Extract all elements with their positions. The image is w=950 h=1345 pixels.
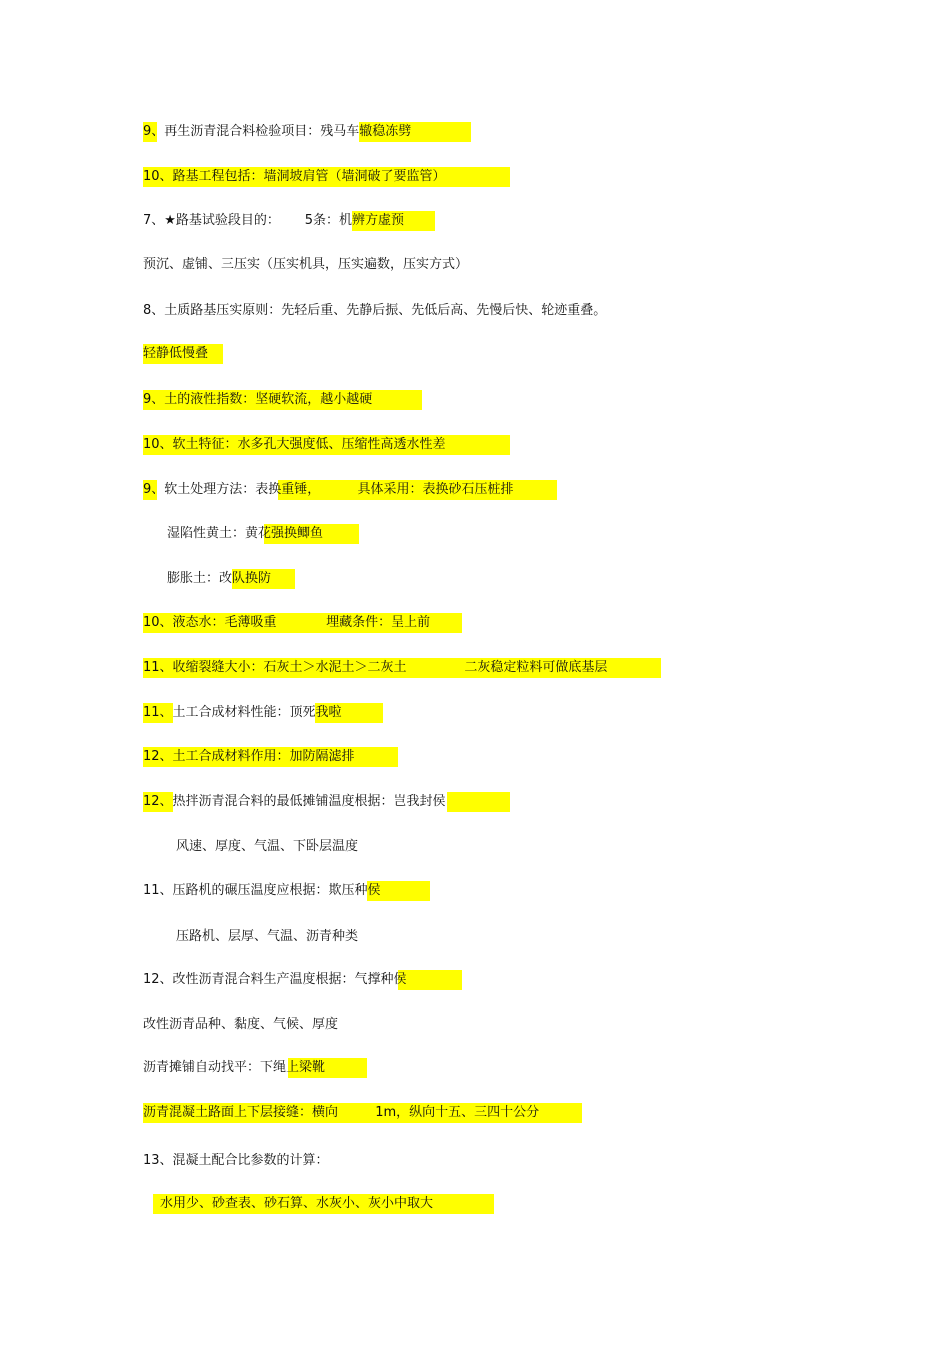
line-text: 10、液态水：毛薄吸重 埋藏条件：呈上前 (143, 615, 431, 630)
text-line (160, 1194, 433, 1214)
text-line (143, 613, 430, 633)
text-line (143, 1151, 329, 1171)
text-line (143, 344, 208, 364)
line-text: 11、压路机的碾压温度应根据：欺压种侯 (143, 883, 381, 898)
text-line (143, 970, 407, 990)
text-line (176, 837, 358, 857)
line-text: 沥青混凝土路面上下层接缝：横向 1m，纵向十五、三四十公分 (143, 1105, 540, 1120)
line-text: 12、改性沥青混合料生产温度根据：气撑种侯 (143, 972, 407, 987)
text-line (143, 1015, 338, 1035)
text-line (167, 524, 323, 544)
line-text: 12、土工合成材料作用：加防隔滤排 (143, 749, 355, 764)
text-line (143, 1058, 325, 1078)
text-line (143, 658, 607, 678)
text-line (167, 569, 271, 589)
line-text: 轻静低慢叠 (143, 346, 209, 361)
line-text: 改性沥青品种、黏度、气候、厚度 (143, 1017, 339, 1032)
text-line (143, 301, 606, 321)
line-text: 膨胀土：改队换防 (167, 571, 272, 586)
text-line (143, 747, 355, 767)
line-text: 湿陷性黄土：黄花强换鲫鱼 (167, 526, 324, 541)
line-text: 9、再生沥青混合料检验项目：残马车辙稳冻劈 (143, 124, 412, 139)
text-line (143, 390, 372, 410)
line-text: 7、★路基试验段目的： 5条：机辨方虚预 (143, 213, 404, 228)
text-line (143, 703, 342, 723)
text-line (176, 927, 358, 947)
text-line (143, 122, 411, 142)
line-text: 11、土工合成材料性能：顶死我啦 (143, 705, 342, 720)
line-text: 13、混凝土配合比参数的计算： (143, 1153, 329, 1168)
line-text: 压路机、层厚、气温、沥青种类 (176, 929, 359, 944)
text-line (143, 211, 404, 231)
text-line (143, 255, 468, 275)
text-line (143, 167, 446, 187)
line-text: 风速、厚度、气温、下卧层温度 (176, 839, 359, 854)
line-text: 水用少、砂查表、砂石算、水灰小、灰小中取大 (160, 1196, 434, 1211)
line-text: 10、软土特征：水多孔大强度低、压缩性高透水性差 (143, 437, 446, 452)
highlight (447, 792, 510, 812)
line-text: 8、土质路基压实原则：先轻后重、先静后振、先低后高、先慢后快、轮迹重叠。 (143, 303, 607, 318)
line-text: 9、土的液性指数：坚硬软流，越小越硬 (143, 392, 373, 407)
line-text: 10、路基工程包括：墙洞坡肩管（墙洞破了要监管） (143, 169, 446, 184)
text-line (143, 1103, 539, 1123)
line-text: 预沉、虚铺、三压实（压实机具，压实遍数，压实方式） (143, 257, 469, 272)
text-line (143, 792, 446, 812)
line-text: 12、热拌沥青混合料的最低摊铺温度根据：岂我封侯 (143, 794, 446, 809)
line-text: 9、软土处理方法：表换重锤， 具体采用：表换砂石压桩排 (143, 482, 514, 497)
text-line (143, 480, 513, 500)
text-line (143, 435, 446, 455)
line-text: 沥青摊铺自动找平：下绳上梁靴 (143, 1060, 326, 1075)
text-line (143, 881, 381, 901)
line-text: 11、收缩裂缝大小：石灰土＞水泥土＞二灰土 二灰稳定粒料可做底基层 (143, 660, 608, 675)
highlight (398, 970, 462, 990)
